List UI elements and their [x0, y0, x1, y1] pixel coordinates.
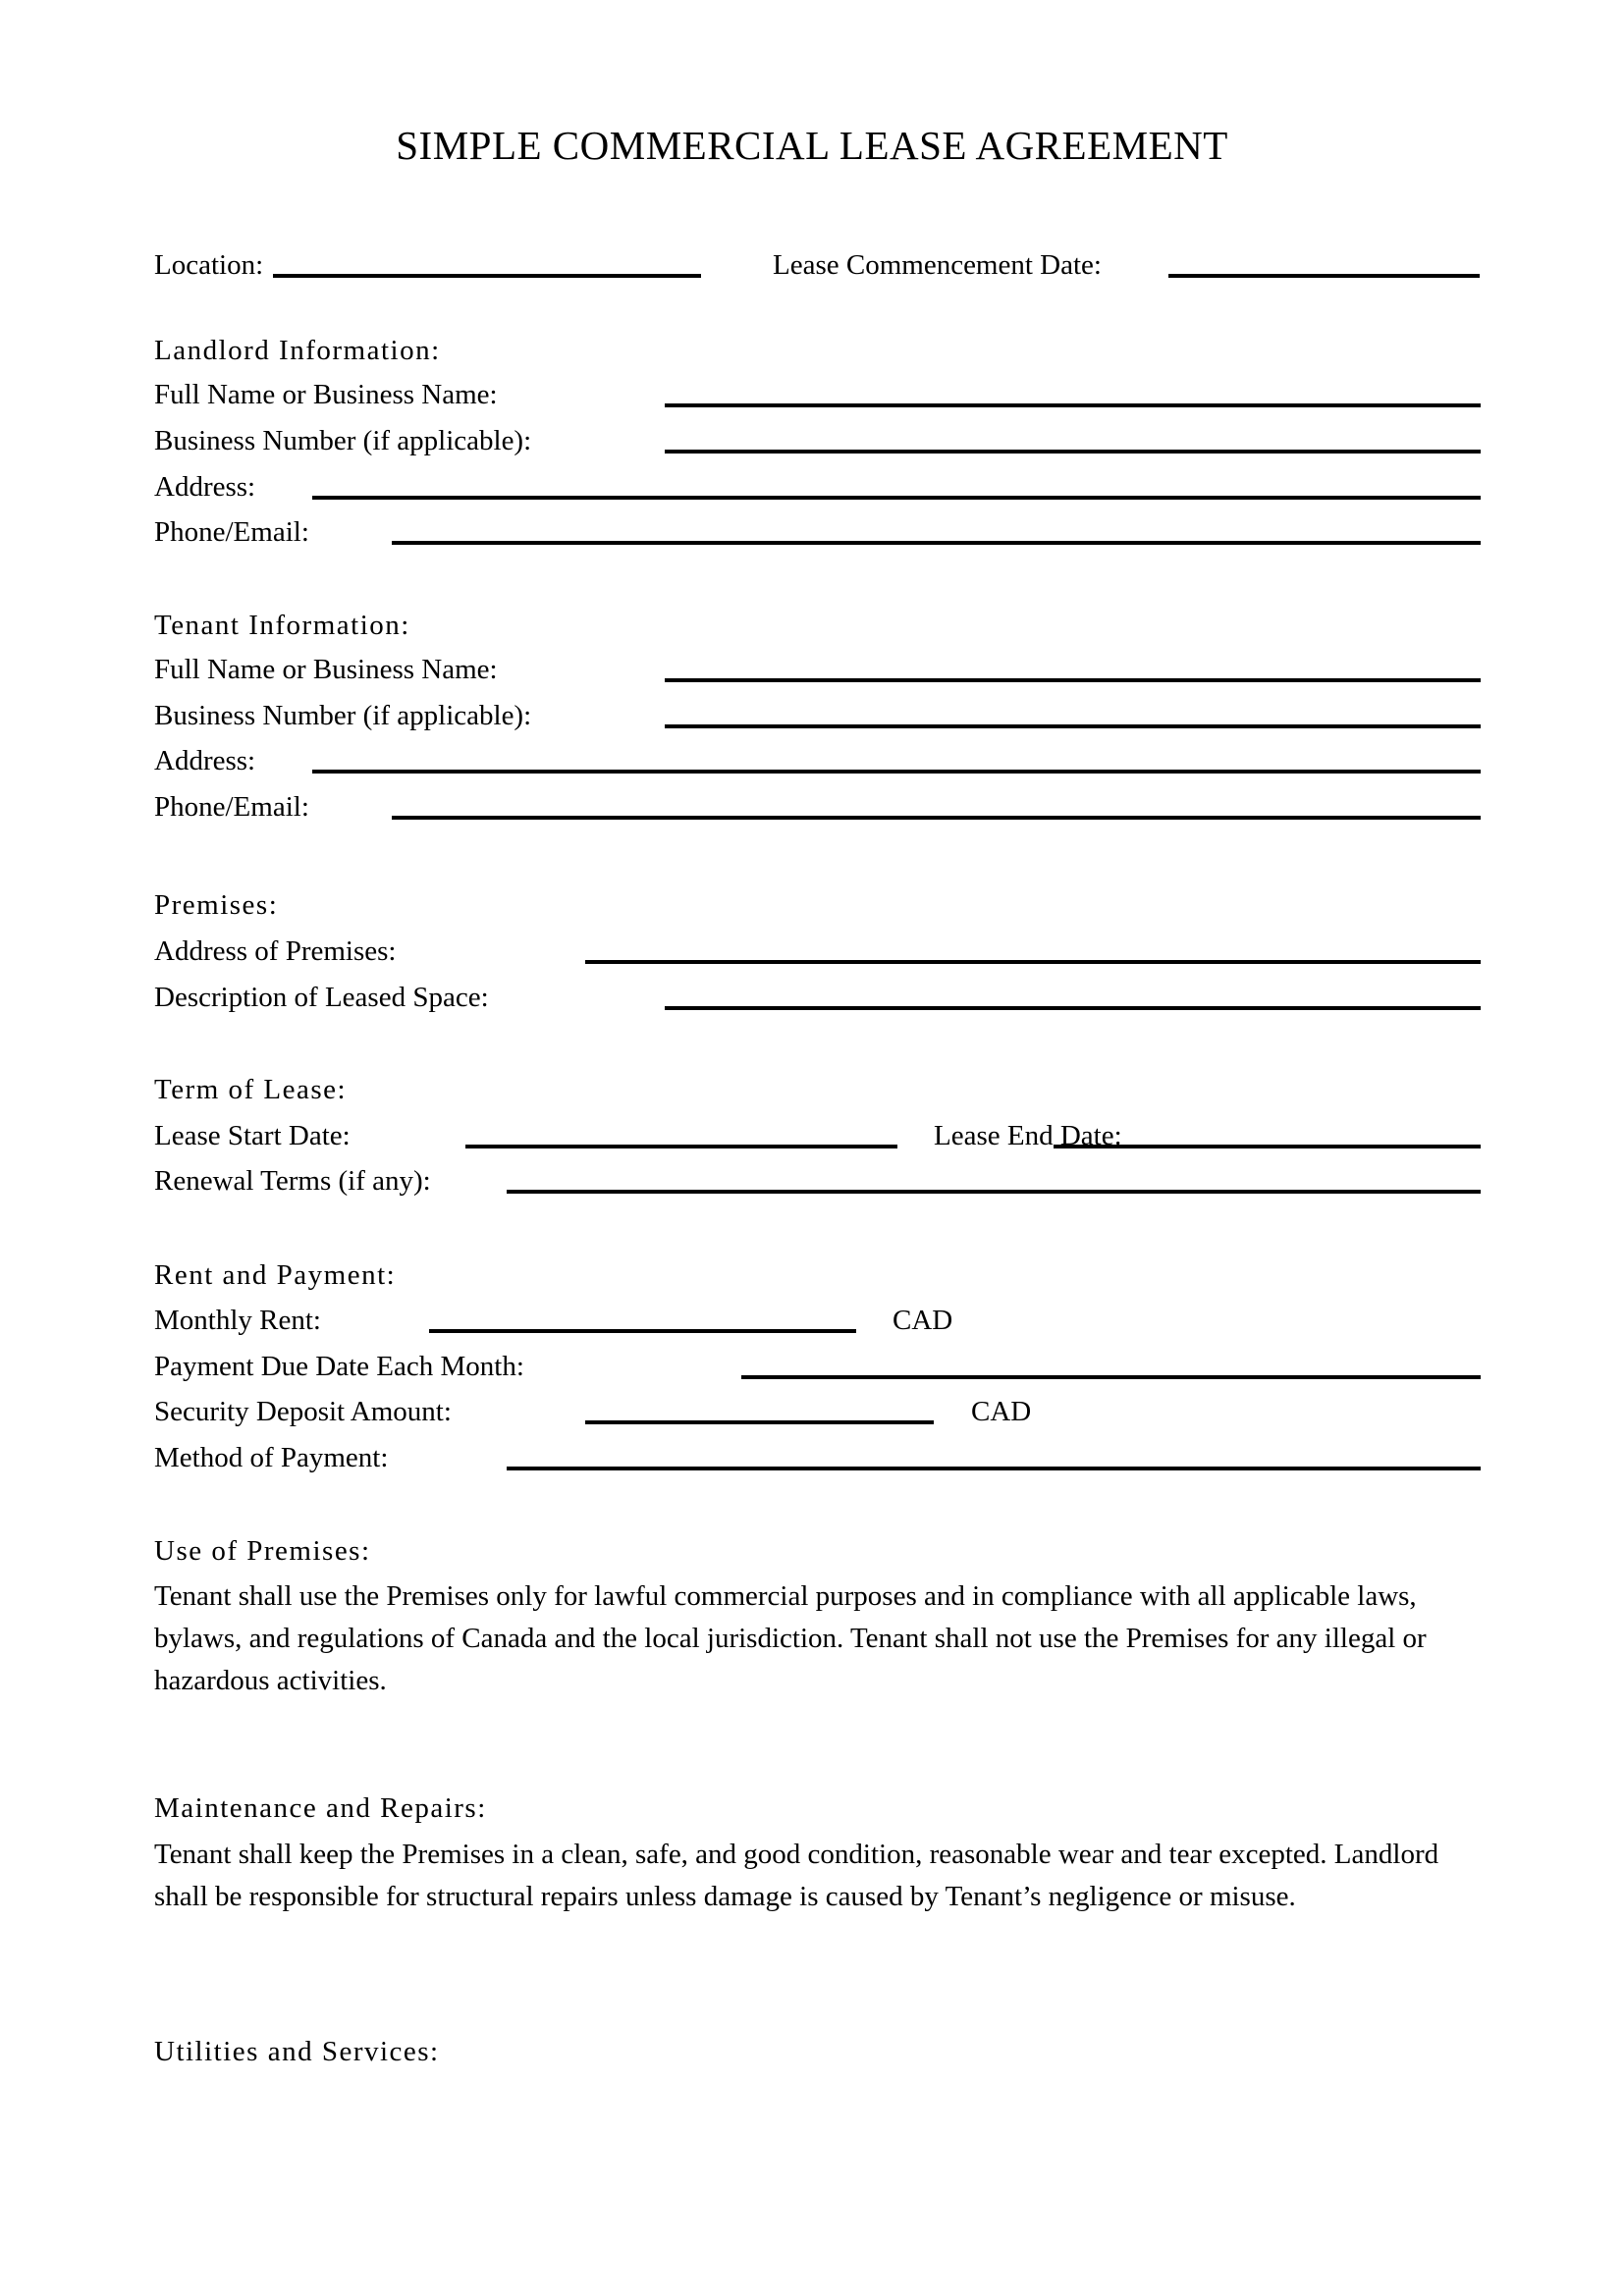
- landlord-phone-email-label: Phone/Email:: [154, 516, 309, 548]
- landlord-section-heading: Landlord Information:: [154, 335, 441, 366]
- lease-start-date-label: Lease Start Date:: [154, 1120, 351, 1151]
- landlord-address-field-line[interactable]: [312, 470, 1481, 500]
- premises-section-heading: Premises:: [154, 889, 279, 921]
- security-deposit-label: Security Deposit Amount:: [154, 1396, 452, 1427]
- maintenance-heading: Maintenance and Repairs:: [154, 1792, 487, 1824]
- premises-address-label: Address of Premises:: [154, 935, 397, 967]
- tenant-phone-email-field-line[interactable]: [392, 790, 1481, 820]
- payment-due-date-field-line[interactable]: [741, 1350, 1481, 1379]
- payment-due-date-label: Payment Due Date Each Month:: [154, 1351, 524, 1382]
- method-of-payment-label: Method of Payment:: [154, 1442, 389, 1473]
- security-deposit-field-line[interactable]: [585, 1395, 934, 1424]
- lease-end-date-label: Lease End Date:: [934, 1120, 1122, 1151]
- tenant-address-field-line[interactable]: [312, 744, 1481, 774]
- tenant-section-heading: Tenant Information:: [154, 610, 410, 641]
- premises-description-label: Description of Leased Space:: [154, 982, 489, 1013]
- tenant-phone-email-label: Phone/Email:: [154, 791, 309, 823]
- tenant-address-label: Address:: [154, 745, 256, 776]
- renewal-terms-label: Renewal Terms (if any):: [154, 1165, 431, 1197]
- renewal-terms-field-line[interactable]: [507, 1164, 1481, 1194]
- security-deposit-currency-label: CAD: [971, 1396, 1032, 1427]
- tenant-full-name-label: Full Name or Business Name:: [154, 654, 498, 685]
- lease-start-date-field-line[interactable]: [465, 1119, 897, 1148]
- landlord-address-label: Address:: [154, 471, 256, 503]
- premises-description-field-line[interactable]: [665, 981, 1481, 1010]
- monthly-rent-label: Monthly Rent:: [154, 1305, 321, 1336]
- tenant-business-number-field-line[interactable]: [665, 699, 1481, 728]
- use-of-premises-paragraph: Tenant shall use the Premises only for lawful commercial purposes and in compliance with all applicable laws, bylaws, and regulations of Canada and the local jurisdiction. Tenant shall not use the Premises for any illegal or hazardous activities.: [154, 1580, 1427, 1696]
- landlord-business-number-label: Business Number (if applicable):: [154, 425, 532, 456]
- lease-end-date-field-line[interactable]: [1054, 1119, 1481, 1148]
- term-section-heading: Term of Lease:: [154, 1074, 348, 1105]
- location-label: Location:: [154, 249, 264, 281]
- landlord-phone-email-field-line[interactable]: [392, 515, 1481, 545]
- landlord-full-name-label: Full Name or Business Name:: [154, 379, 498, 410]
- landlord-business-number-field-line[interactable]: [665, 424, 1481, 454]
- lease-commencement-date-label: Lease Commencement Date:: [773, 249, 1102, 281]
- use-of-premises-heading: Use of Premises:: [154, 1535, 371, 1567]
- rent-section-heading: Rent and Payment:: [154, 1259, 397, 1291]
- document-title: SIMPLE COMMERCIAL LEASE AGREEMENT: [396, 123, 1228, 168]
- lease-commencement-date-field-line[interactable]: [1168, 248, 1480, 278]
- maintenance-paragraph: Tenant shall keep the Premises in a clean, safe, and good condition, reasonable wear and tear excepted. Landlord shall be responsible for structural repairs unless damage is caused by Tenant’s negligence or misuse.: [154, 1839, 1439, 1912]
- utilities-heading: Utilities and Services:: [154, 2036, 440, 2067]
- location-field-line[interactable]: [273, 248, 701, 278]
- monthly-rent-field-line[interactable]: [429, 1304, 856, 1333]
- tenant-business-number-label: Business Number (if applicable):: [154, 700, 532, 731]
- tenant-full-name-field-line[interactable]: [665, 653, 1481, 682]
- monthly-rent-currency-label: CAD: [893, 1305, 953, 1336]
- landlord-full-name-field-line[interactable]: [665, 378, 1481, 407]
- method-of-payment-field-line[interactable]: [507, 1441, 1481, 1470]
- premises-address-field-line[interactable]: [585, 934, 1481, 964]
